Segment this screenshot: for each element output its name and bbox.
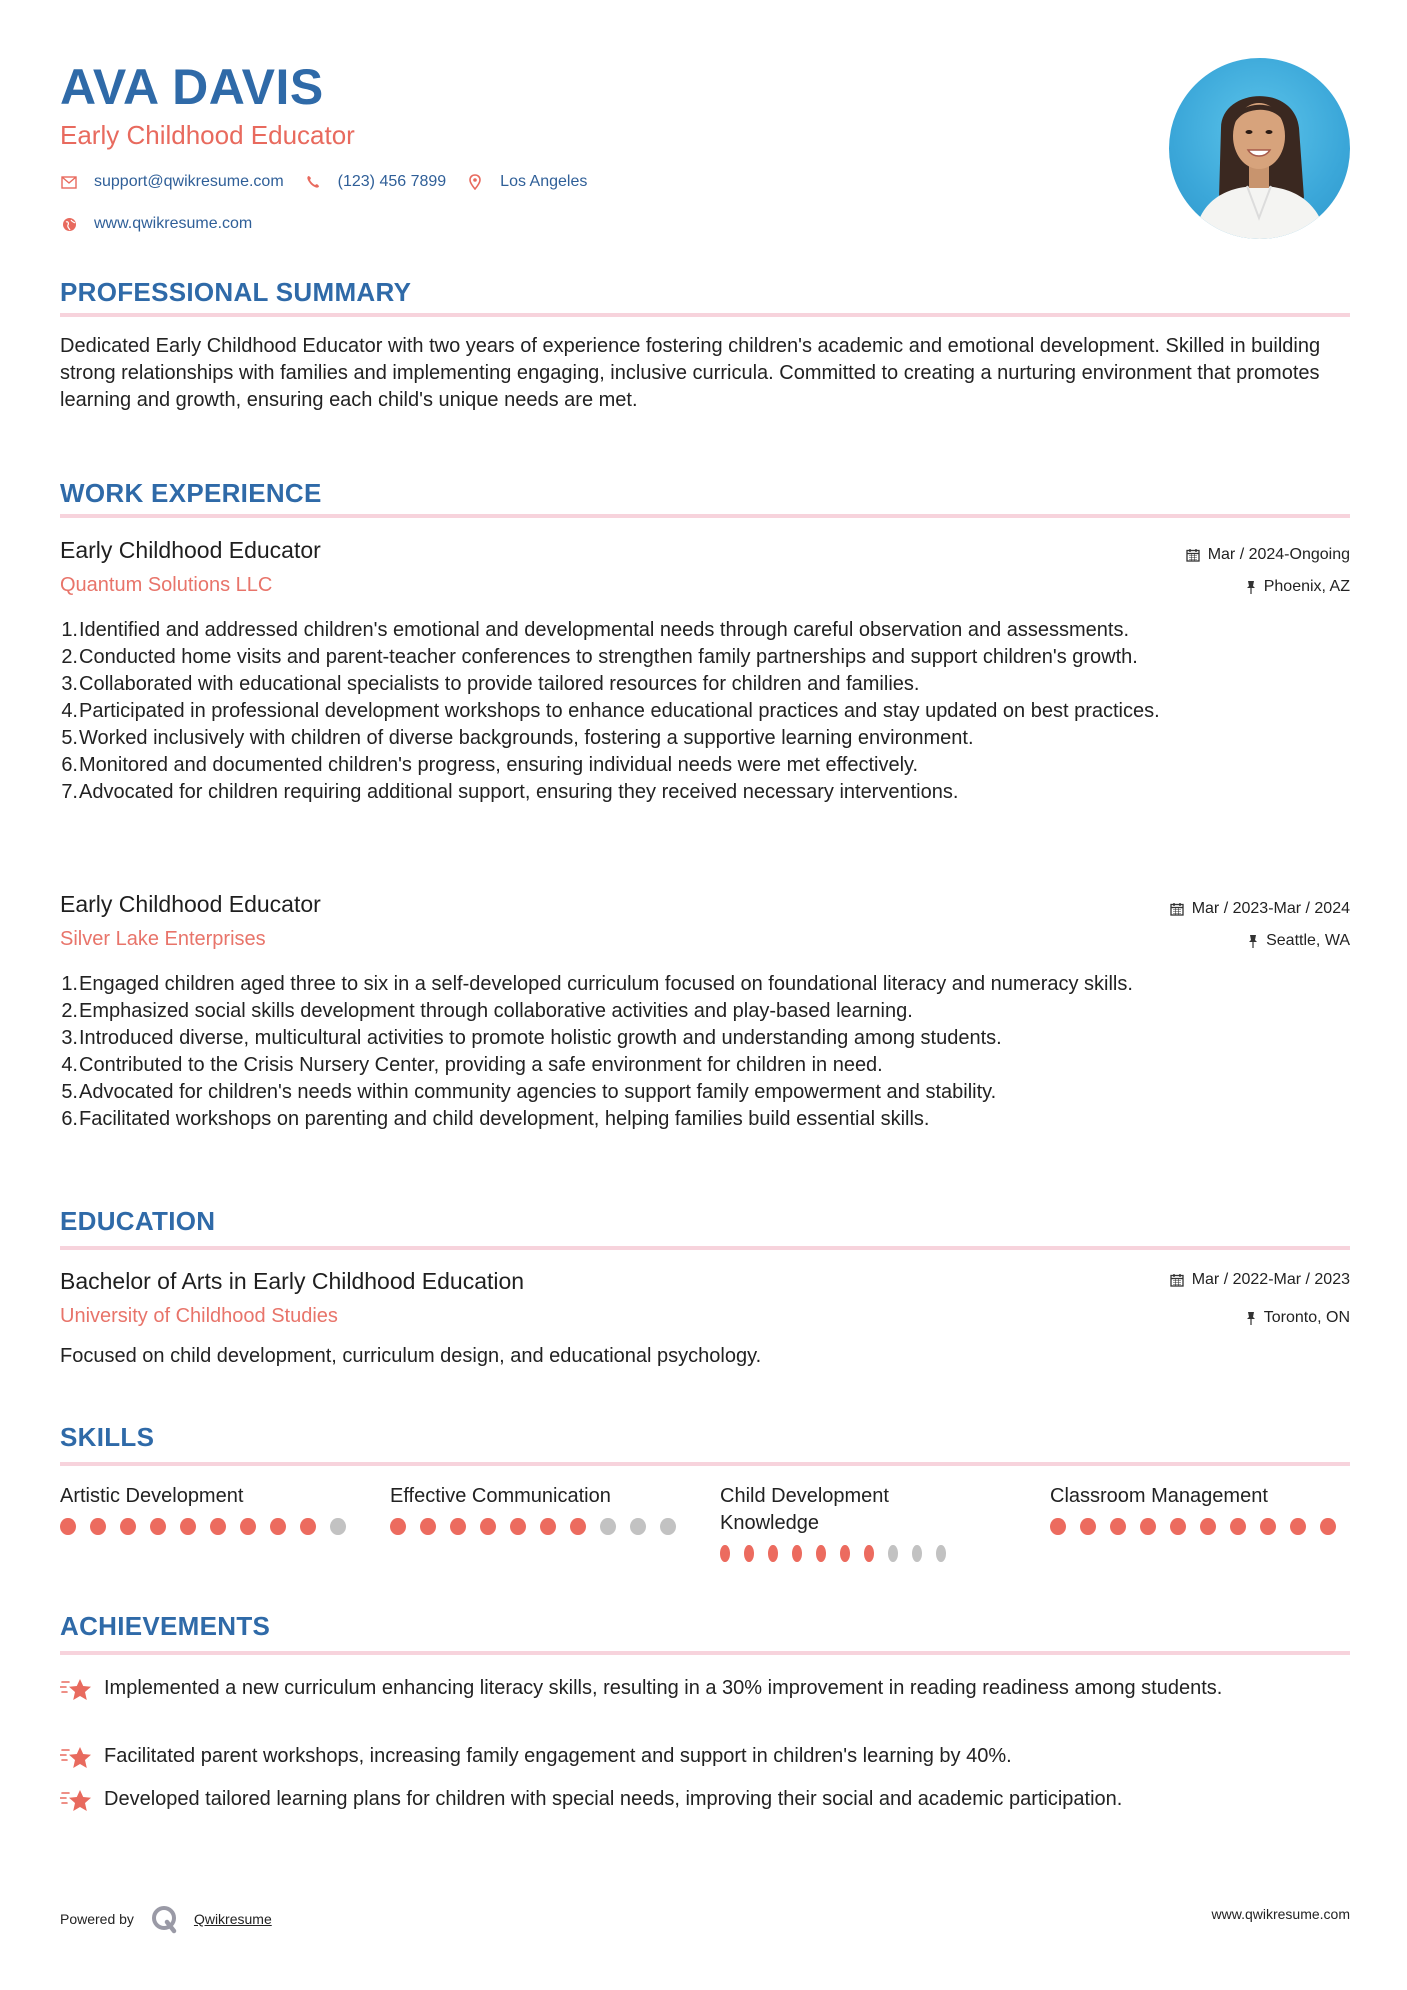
list-item: 4. Participated in professional development workshops to enhance educational practices and stay updated on best practices. xyxy=(61,700,1160,722)
education-dates-text: Mar / 2022-Mar / 2023 xyxy=(1191,1271,1350,1288)
achievement-text: Implemented a new curriculum enhancing literacy skills, resulting in a 30% improvement in reading readiness among students. xyxy=(104,1677,1223,1699)
section-divider xyxy=(60,1462,1350,1466)
candidate-name: AVA DAVIS xyxy=(60,59,324,115)
section-divider xyxy=(60,1651,1350,1655)
contact-row xyxy=(60,215,272,233)
school-name: University of Childhood Studies xyxy=(60,1305,338,1327)
skill-name: Artistic Development xyxy=(60,1485,244,1507)
contact-email[interactable] xyxy=(60,173,284,191)
calendar-icon xyxy=(1186,548,1200,562)
job-location-text: Seattle, WA xyxy=(1266,932,1350,949)
job-location xyxy=(1248,932,1350,950)
rating-dot-filled xyxy=(1260,1518,1276,1535)
rating-dot-empty xyxy=(600,1518,616,1535)
job-company: Silver Lake Enterprises xyxy=(60,928,266,950)
qwikresume-link[interactable]: Qwikresume xyxy=(193,1911,272,1927)
skill-item xyxy=(1050,1483,1350,1535)
skill-item xyxy=(720,1483,960,1562)
section-divider xyxy=(60,1246,1350,1250)
contact-phone[interactable] xyxy=(304,173,447,191)
education-location xyxy=(1246,1309,1350,1327)
job-bullets xyxy=(60,971,1350,1133)
powered-by-label: Powered by xyxy=(60,1911,134,1927)
achievement-text: Facilitated parent workshops, increasing family engagement and support in children's learning by 40%. xyxy=(104,1745,1012,1767)
skill-item xyxy=(60,1483,360,1535)
skill-name: Effective Communication xyxy=(390,1485,611,1507)
rating-dot-filled xyxy=(270,1518,286,1535)
list-item: 4. Contributed to the Crisis Nursery Center, providing a safe environment for children in need. xyxy=(61,1054,883,1076)
rating-dot-filled xyxy=(1320,1518,1336,1535)
contact-row xyxy=(60,173,607,191)
skill-rating xyxy=(390,1518,690,1535)
education-dates xyxy=(1170,1271,1350,1289)
skill-rating xyxy=(720,1545,960,1562)
location-pin-icon xyxy=(466,173,484,191)
list-item: 2. Emphasized social skills development through collaborative activities and play-based learning. xyxy=(61,1000,913,1022)
rating-dot-filled xyxy=(150,1518,166,1535)
rating-dot-filled xyxy=(1110,1518,1126,1535)
list-item: 3. Collaborated with educational specialists to provide tailored resources for children and families. xyxy=(61,673,920,695)
rating-dot-filled xyxy=(420,1518,436,1535)
skill-item xyxy=(390,1483,690,1535)
skill-name: Classroom Management xyxy=(1050,1485,1268,1507)
job-dates-text: Mar / 2024-Ongoing xyxy=(1207,546,1350,563)
section-divider xyxy=(60,313,1350,317)
rating-dot-filled xyxy=(1140,1518,1156,1535)
summary-heading: PROFESSIONAL SUMMARY xyxy=(60,277,412,307)
rating-dot-filled xyxy=(390,1518,406,1535)
calendar-icon xyxy=(1170,902,1184,916)
rating-dot-filled xyxy=(60,1518,76,1535)
skills-heading: SKILLS xyxy=(60,1422,155,1452)
job-title: Early Childhood Educator xyxy=(60,537,321,563)
achievement-item xyxy=(60,1743,1350,1779)
list-item: 5. Advocated for children's needs within community agencies to support family empowerment and stability. xyxy=(61,1081,997,1103)
rating-dot-filled xyxy=(540,1518,556,1535)
education-description: Focused on child development, curriculum design, and educational psychology. xyxy=(60,1345,762,1367)
star-icon xyxy=(60,1675,104,1711)
email-text: support@qwikresume.com xyxy=(94,173,284,190)
rating-dot-filled xyxy=(1230,1518,1246,1535)
summary-text: Dedicated Early Childhood Educator with two years of experience fostering children's academic and emotional development. Skilled in building strong relationships with families and implementing engaging, inclusive curricula. Committed to creating a nurturing environment that promotes learning and growth, ensuring each child's unique needs are met. xyxy=(60,335,1321,411)
contact-website[interactable] xyxy=(60,215,252,233)
profile-photo xyxy=(1169,58,1350,239)
degree-title: Bachelor of Arts in Early Childhood Education xyxy=(60,1268,525,1294)
list-item: 5. Worked inclusively with children of diverse backgrounds, fostering a supportive learning environment. xyxy=(61,727,974,749)
experience-heading: WORK EXPERIENCE xyxy=(60,478,322,508)
rating-dot-filled xyxy=(480,1518,496,1535)
section-divider xyxy=(60,514,1350,518)
list-item: 2. Conducted home visits and parent-teacher conferences to strengthen family partnerships and support children's growth. xyxy=(61,646,1138,668)
rating-dot-filled xyxy=(570,1518,586,1535)
skill-rating xyxy=(1050,1518,1350,1535)
phone-text: (123) 456 7899 xyxy=(337,173,447,190)
rating-dot-filled xyxy=(450,1518,466,1535)
envelope-icon xyxy=(60,173,78,191)
achievement-text: Developed tailored learning plans for children with special needs, improving their social and academic participation. xyxy=(104,1788,1123,1810)
rating-dot-filled xyxy=(720,1545,730,1562)
list-item: 1. Engaged children aged three to six in a self-developed curriculum focused on foundational literacy and numeracy skills. xyxy=(61,973,1133,995)
rating-dot-filled xyxy=(1050,1518,1066,1535)
candidate-role: Early Childhood Educator xyxy=(60,120,355,150)
rating-dot-empty xyxy=(936,1545,946,1562)
education-heading: EDUCATION xyxy=(60,1206,216,1236)
list-item: 3. Introduced diverse, multicultural activities to promote holistic growth and understanding among students. xyxy=(61,1027,1002,1049)
job-location xyxy=(1246,578,1350,596)
achievement-item xyxy=(60,1675,1350,1711)
rating-dot-filled xyxy=(864,1545,874,1562)
pushpin-icon xyxy=(1248,934,1258,948)
rating-dot-filled xyxy=(840,1545,850,1562)
job-location-text: Phoenix, AZ xyxy=(1263,578,1350,595)
rating-dot-filled xyxy=(816,1545,826,1562)
rating-dot-filled xyxy=(300,1518,316,1535)
globe-icon xyxy=(60,215,78,233)
contact-location xyxy=(466,173,587,191)
rating-dot-filled xyxy=(210,1518,226,1535)
rating-dot-filled xyxy=(90,1518,106,1535)
achievement-item xyxy=(60,1786,1350,1822)
rating-dot-filled xyxy=(1200,1518,1216,1535)
rating-dot-filled xyxy=(240,1518,256,1535)
rating-dot-empty xyxy=(660,1518,676,1535)
rating-dot-filled xyxy=(744,1545,754,1562)
rating-dot-filled xyxy=(510,1518,526,1535)
job-bullets xyxy=(60,617,1350,806)
skill-name: Child Development Knowledge xyxy=(720,1485,889,1534)
rating-dot-filled xyxy=(180,1518,196,1535)
star-icon xyxy=(60,1743,104,1779)
rating-dot-filled xyxy=(1080,1518,1096,1535)
list-item: 1. Identified and addressed children's emotional and developmental needs through careful observation and assessments. xyxy=(61,619,1130,641)
pushpin-icon xyxy=(1246,1311,1256,1325)
location-text: Los Angeles xyxy=(500,173,588,190)
star-icon xyxy=(60,1786,104,1822)
job-dates xyxy=(1170,900,1350,918)
job-dates xyxy=(1186,546,1350,564)
rating-dot-empty xyxy=(330,1518,346,1535)
skill-rating xyxy=(60,1518,360,1535)
footer-website[interactable]: www.qwikresume.com xyxy=(1211,1906,1350,1922)
list-item: 6. Facilitated workshops on parenting and child development, helping families build essential skills. xyxy=(61,1108,930,1130)
job-dates-text: Mar / 2023-Mar / 2024 xyxy=(1191,900,1350,917)
rating-dot-filled xyxy=(120,1518,136,1535)
rating-dot-filled xyxy=(768,1545,778,1562)
qwikresume-logo-icon xyxy=(150,1904,180,1934)
rating-dot-filled xyxy=(1170,1518,1186,1535)
list-item: 7. Advocated for children requiring additional support, ensuring they received necessary interventions. xyxy=(61,781,959,803)
education-location-text: Toronto, ON xyxy=(1263,1309,1350,1326)
rating-dot-empty xyxy=(888,1545,898,1562)
calendar-icon xyxy=(1170,1273,1184,1287)
achievements-heading: ACHIEVEMENTS xyxy=(60,1611,271,1641)
footer-branding xyxy=(60,1904,272,1934)
job-title: Early Childhood Educator xyxy=(60,891,321,917)
rating-dot-filled xyxy=(1290,1518,1306,1535)
pushpin-icon xyxy=(1246,580,1256,594)
website-text: www.qwikresume.com xyxy=(94,215,253,232)
job-company: Quantum Solutions LLC xyxy=(60,574,273,596)
rating-dot-empty xyxy=(630,1518,646,1535)
list-item: 6. Monitored and documented children's progress, ensuring individual needs were met effectively. xyxy=(61,754,919,776)
rating-dot-empty xyxy=(912,1545,922,1562)
phone-icon xyxy=(304,173,322,191)
rating-dot-filled xyxy=(792,1545,802,1562)
